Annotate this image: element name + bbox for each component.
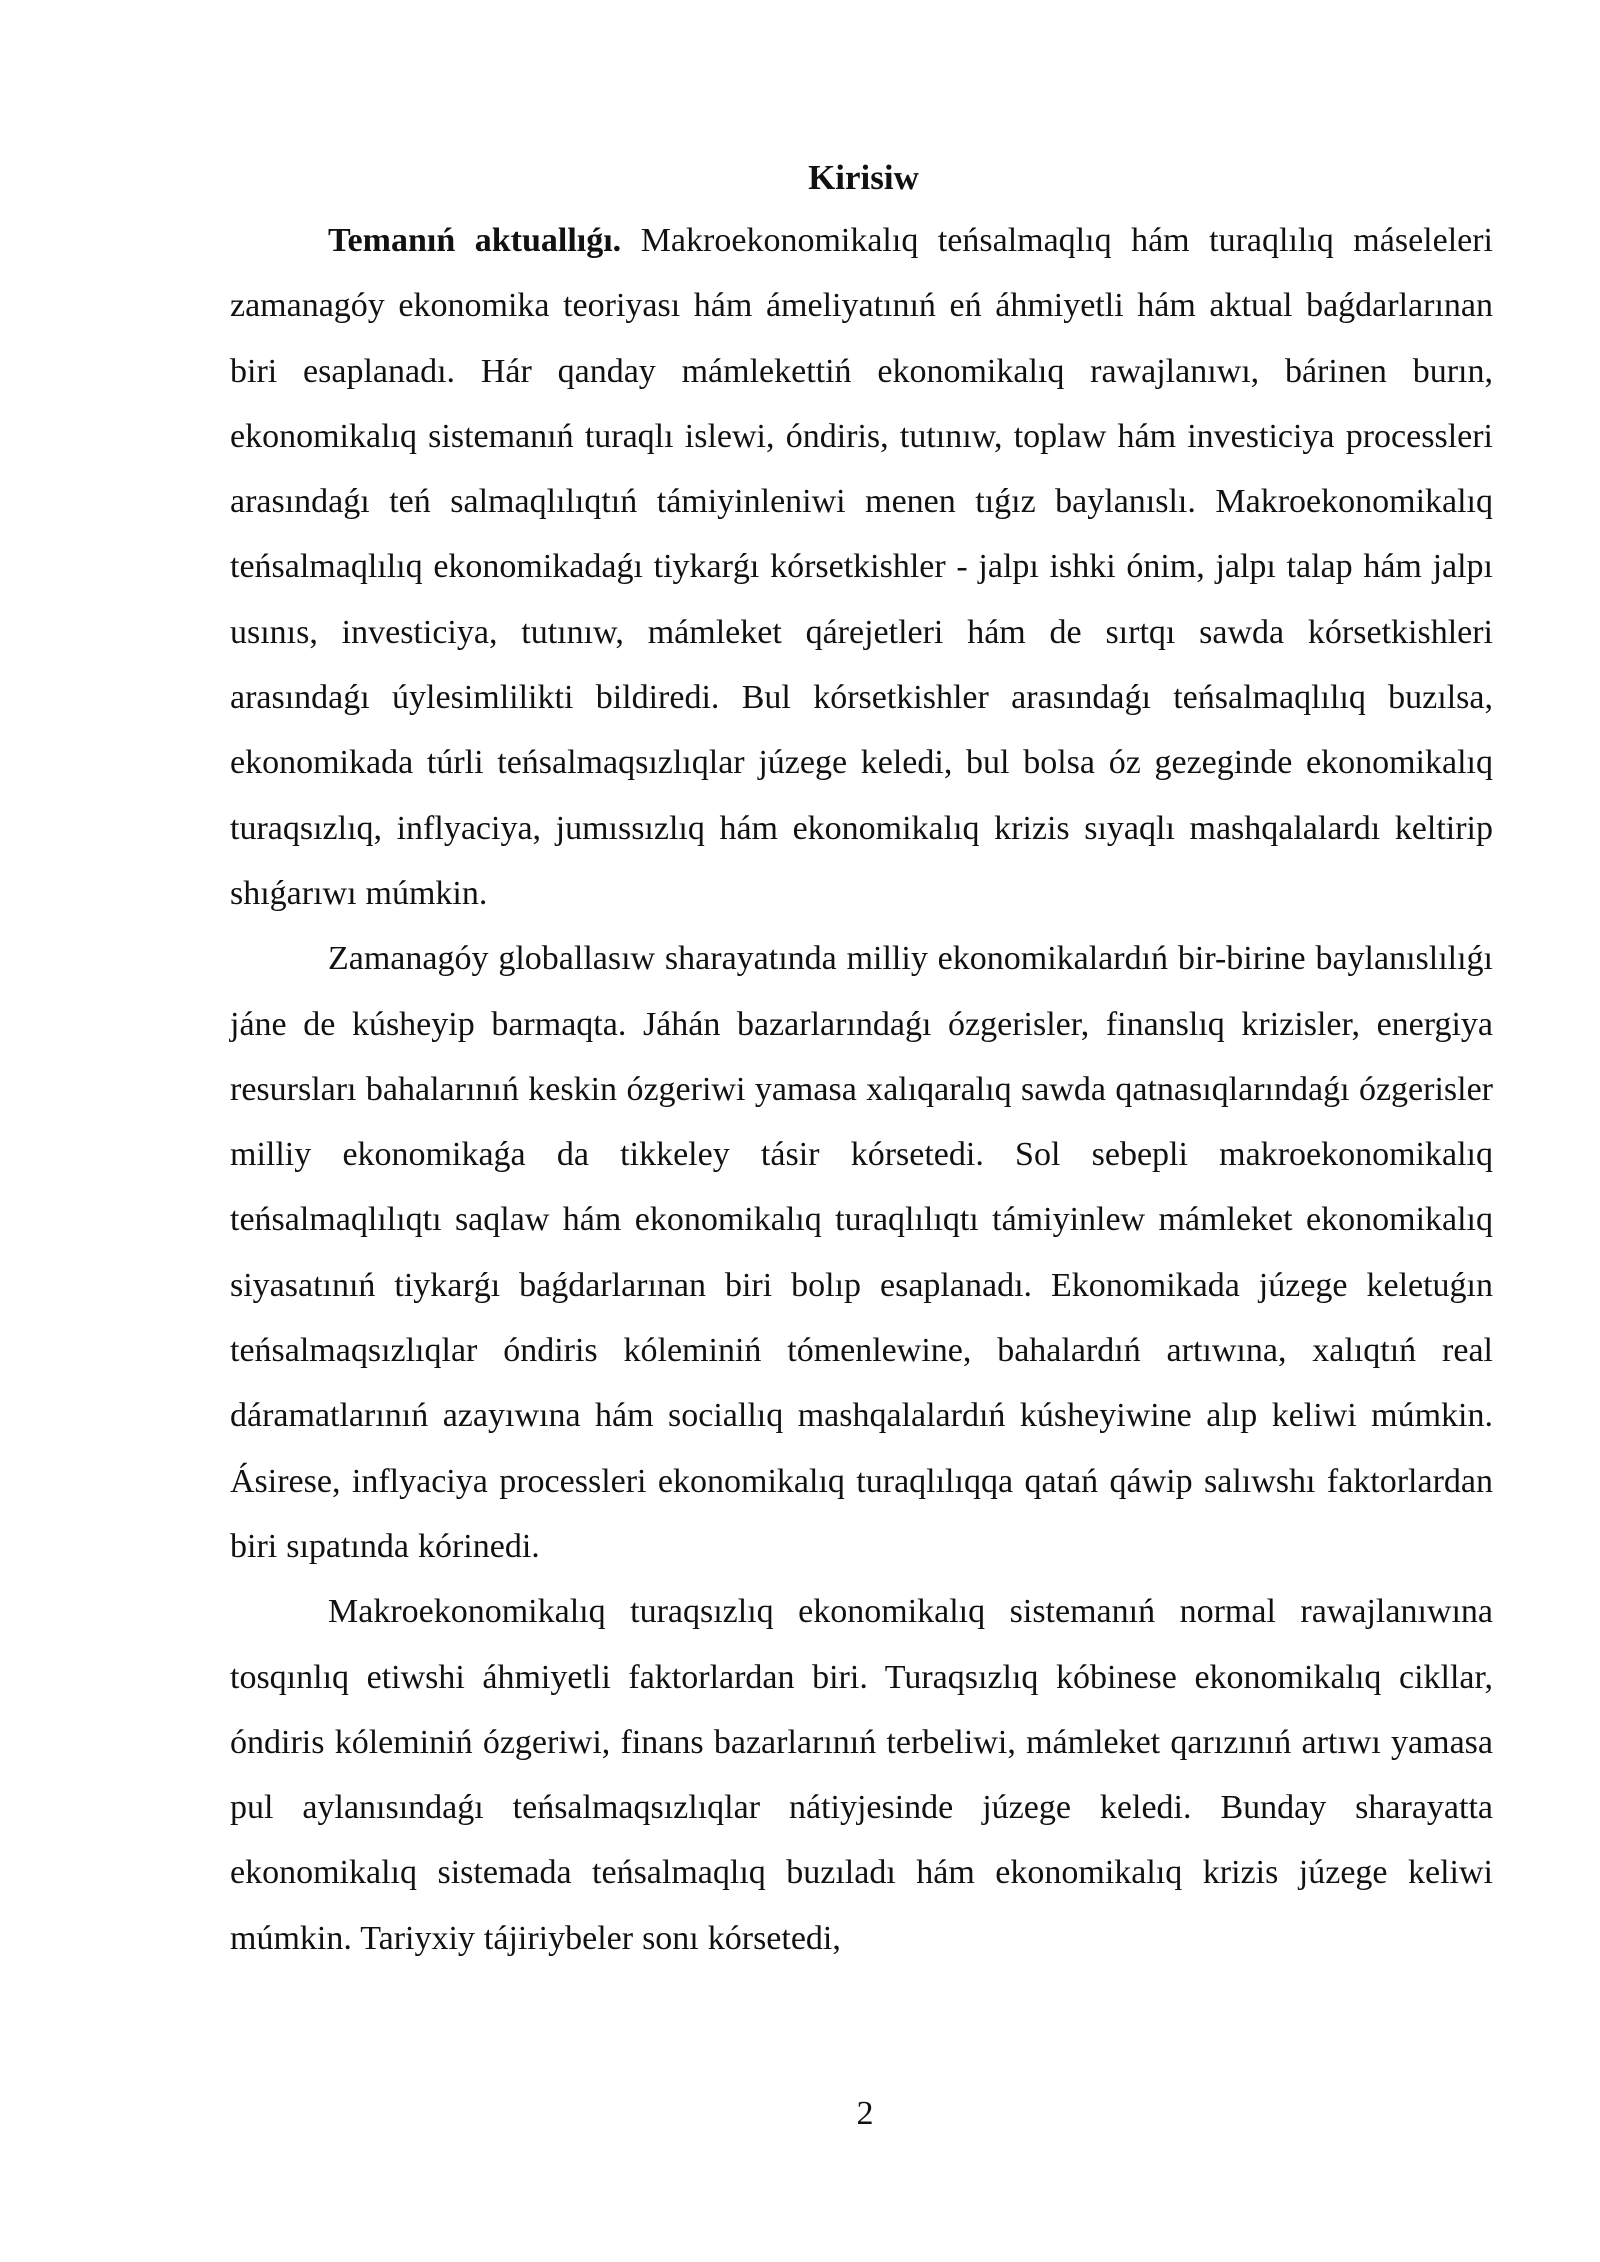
paragraph-1 (230, 208, 1493, 926)
document-page (230, 148, 1493, 1971)
paragraph-3-text: Makroekonomikalıq turaqsızlıq ekonomikalıq sistemanıń normal rawajlanıwına tosqınlıq etiwshi áhmiyetli faktorlardan biri. Turaqsızlıq kóbinese ekonomikalıq cikllar, óndiris kóleminiń ózgeriwi, finans bazarlarınıń terbeliwi, mámleket qarızınıń artıwı yamasa pul aylanısındaǵı teńsalmaqsızlıqlar nátiyjesinde júzege keledi. Bunday sharayatta ekonomikalıq sistemada teńsalmaqlıq buzıladı hám ekonomikalıq krizis júzege keliwi múmkin. Tariyxiy tájiriybeler sonı kórsetedi, (230, 1593, 1493, 1957)
paragraph-2 (230, 926, 1493, 1579)
paragraph-2-text: Zamanagóy globallasıw sharayatında milliy ekonomikalardıń bir-birine baylanıslılıǵı jáne de kúsheyip barmaqta. Jáhán bazarlarındaǵı ózgerisler, finanslıq krizisler, energiya resursları bahalarınıń keskin ózgeriwi yamasa xalıqaralıq sawda qatnasıqlarındaǵı ózgerisler milliy ekonomikaǵa da tikkeley tásir kórsetedi. Sol sebepli makroekonomikalıq teńsalmaqlılıqtı saqlaw hám ekonomikalıq turaqlılıqtı támiyinlew mámleket ekonomikalıq siyasatınıń tiykarǵı baǵdarlarınan biri bolıp esaplanadı. Ekonomikada júzege keletuǵın teńsalmaqsızlıqlar óndiris kóleminiń tómenlewine, bahalardıń artıwına, xalıqtıń real dáramatlarınıń azayıwına hám sociallıq mashqalalardıń kúsheyiwine alıp keliwi múmkin. Ásirese, inflyaciya processleri ekonomikalıq turaqlılıqqa qatań qáwip salıwshı faktorlardan biri sıpatında kórinedi. (230, 940, 1493, 1565)
section-heading: Kirisiw (808, 158, 919, 197)
paragraph-3 (230, 1579, 1493, 1971)
paragraph-1-text: Makroekonomikalıq teńsalmaqlıq hám turaqlılıq máseleleri zamanagóy ekonomika teoriyası hám ámeliyatınıń eń áhmiyetli hám aktual baǵdarlarınan biri esaplanadı. Hár qanday mámlekettiń ekonomikalıq rawajlanıwı, bárinen burın, ekonomikalıq sistemanıń turaqlı islewi, óndiris, tutınıw, toplaw hám investiciya processleri arasındaǵı teń salmaqlılıqtıń támiyinleniwi menen tıǵız baylanıslı. Makroekonomikalıq teńsalmaqlılıq ekonomikadaǵı tiykarǵı kórsetkishler - jalpı ishki ónim, jalpı talap hám jalpı usınıs, investiciya, tutınıw, mámleket qárejetleri hám de sırtqı sawda kórsetkishleri arasındaǵı úylesimlilikti bildiredi. Bul kórsetkishler arasındaǵı teńsalmaqlılıq buzılsa, ekonomikada túrli teńsalmaqsızlıqlar júzege keledi, bul bolsa óz gezeginde ekonomikalıq turaqsızlıq, inflyaciya, jumıssızlıq hám ekonomikalıq krizis sıyaqlı mashqalalardı keltirip shıǵarıwı múmkin. (230, 222, 1493, 912)
page-number: 2 (856, 2095, 874, 2132)
paragraph-lead-label: Temanıń aktuallıǵı. (328, 222, 622, 259)
